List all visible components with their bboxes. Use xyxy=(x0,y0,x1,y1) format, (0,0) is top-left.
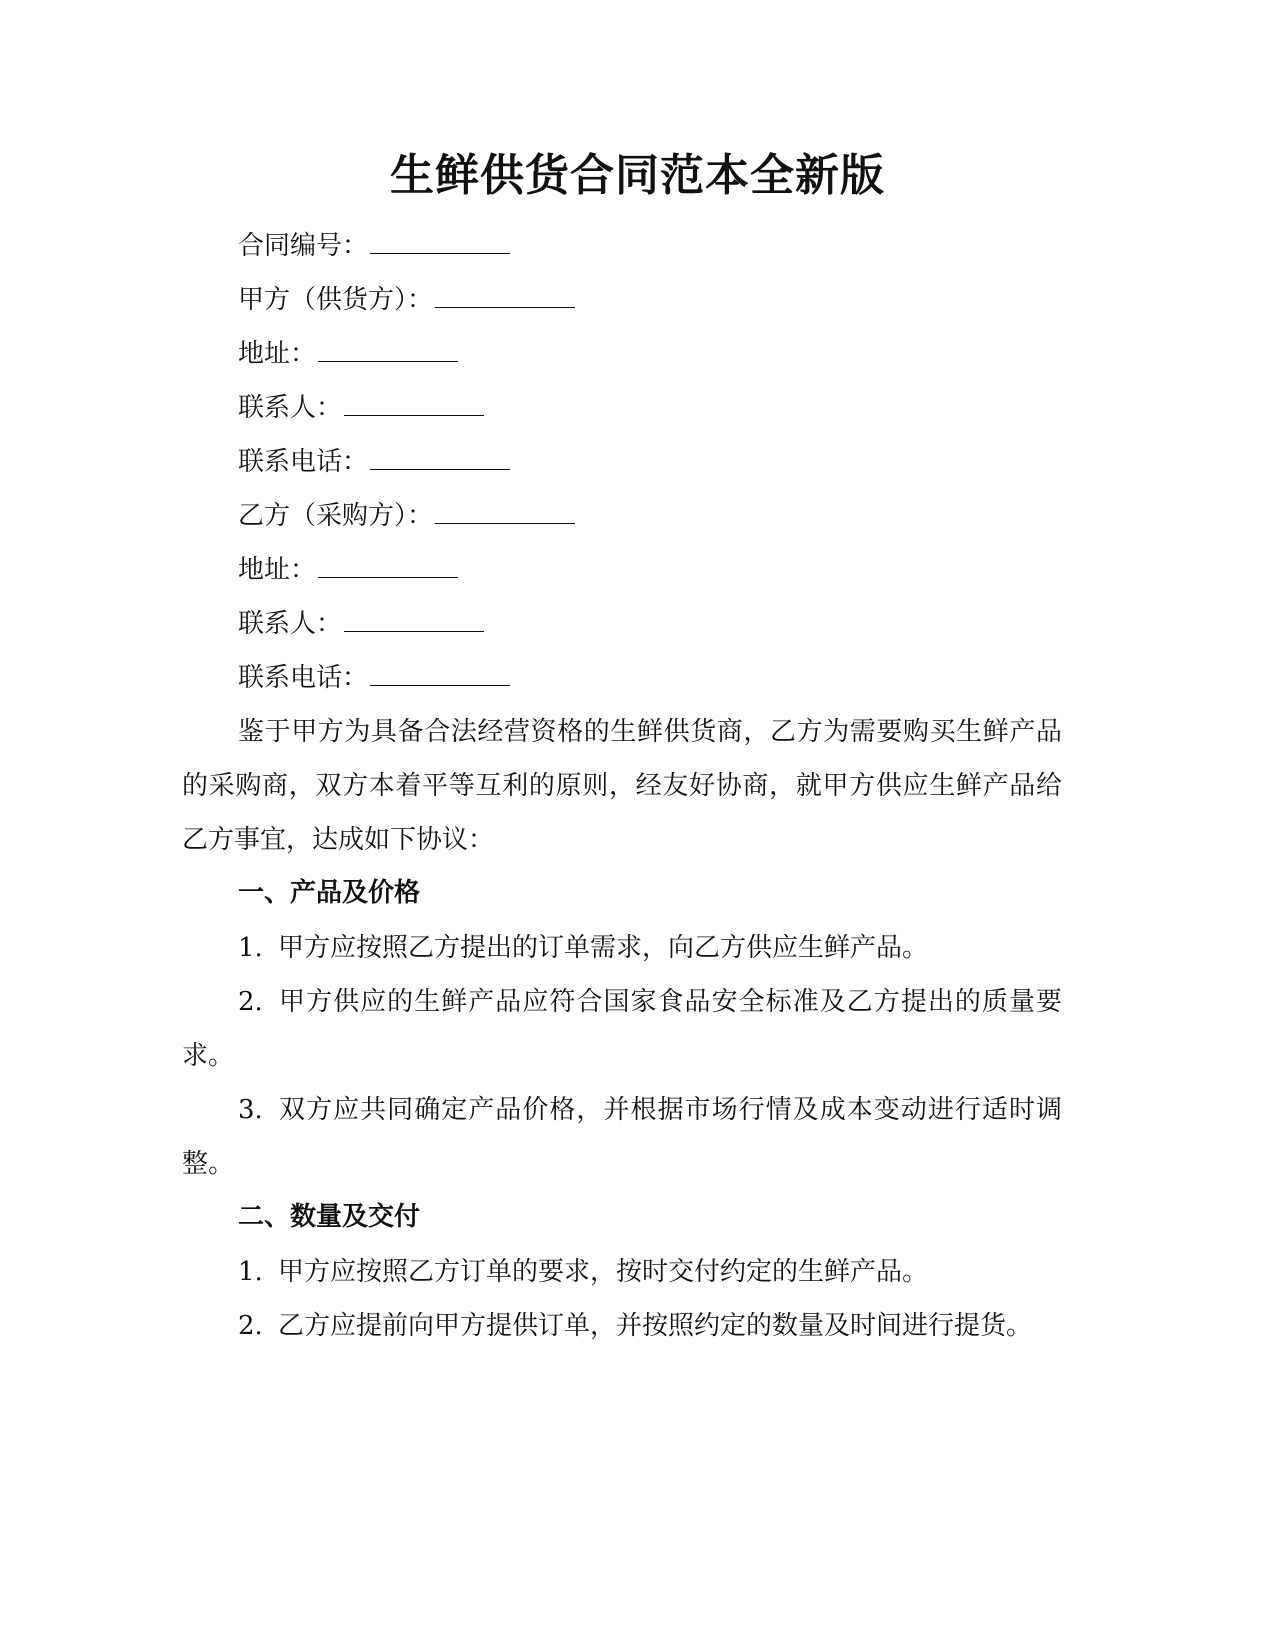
clause-text: 甲方应按照乙方订单的要求，按时交付约定的生鲜产品。 xyxy=(278,1257,929,1287)
field-contract-number xyxy=(238,229,510,263)
blank-line xyxy=(435,501,575,524)
field-label: 联系电话： xyxy=(238,663,369,693)
clause-text: 甲方应按照乙方提出的订单需求，向乙方供应生鲜产品。 xyxy=(278,933,929,963)
document-title: 生鲜供货合同范本全新版 xyxy=(390,150,885,201)
clause-number: 3. xyxy=(238,1095,263,1125)
field-label: 合同编号： xyxy=(238,231,369,261)
field-label: 甲方（供货方）： xyxy=(238,285,434,315)
blank-line xyxy=(318,339,458,362)
clause-text: 双方应共同确定产品价格，并根据市场行情及成本变动进行适时调整。 xyxy=(182,1095,1062,1179)
section-heading-products: 一、产品及价格 xyxy=(238,878,421,908)
section-heading-quantity: 二、数量及交付 xyxy=(238,1202,421,1232)
field-party-b-phone xyxy=(238,661,510,695)
clause-2-1 xyxy=(182,1245,1062,1299)
clause-1-3 xyxy=(182,1083,1062,1191)
field-label: 地址： xyxy=(238,339,317,369)
field-label: 地址： xyxy=(238,555,317,585)
blank-line xyxy=(344,609,484,632)
clause-number: 1. xyxy=(238,933,263,963)
blank-line xyxy=(370,231,510,254)
field-party-b xyxy=(238,499,575,533)
blank-line xyxy=(370,663,510,686)
clause-1-2 xyxy=(182,975,1062,1083)
field-label: 联系人： xyxy=(238,609,343,639)
field-party-a-phone xyxy=(238,445,510,479)
clause-2-2 xyxy=(182,1299,1062,1353)
field-label: 联系人： xyxy=(238,393,343,423)
field-party-b-contact xyxy=(238,607,484,641)
field-party-a-address xyxy=(238,337,458,371)
clause-1-1 xyxy=(182,921,1062,975)
field-party-b-address xyxy=(238,553,458,587)
blank-line xyxy=(435,285,575,308)
field-label: 乙方（采购方）： xyxy=(238,501,434,531)
field-label: 联系电话： xyxy=(238,447,369,477)
blank-line xyxy=(370,447,510,470)
clause-number: 2. xyxy=(238,1311,263,1341)
clause-text: 甲方供应的生鲜产品应符合国家食品安全标准及乙方提出的质量要求。 xyxy=(182,987,1062,1071)
preamble-paragraph: 鉴于甲方为具备合法经营资格的生鲜供货商，乙方为需要购买生鲜产品的采购商，双方本着平等互利的原则，经友好协商，就甲方供应生鲜产品给乙方事宜，达成如下协议： xyxy=(182,717,1062,855)
blank-line xyxy=(344,393,484,416)
clause-number: 2. xyxy=(238,987,263,1017)
clause-number: 1. xyxy=(238,1257,263,1287)
blank-line xyxy=(318,555,458,578)
clause-text: 乙方应提前向甲方提供订单，并按照约定的数量及时间进行提货。 xyxy=(278,1311,1033,1341)
field-party-a xyxy=(238,283,575,317)
field-party-a-contact xyxy=(238,391,484,425)
